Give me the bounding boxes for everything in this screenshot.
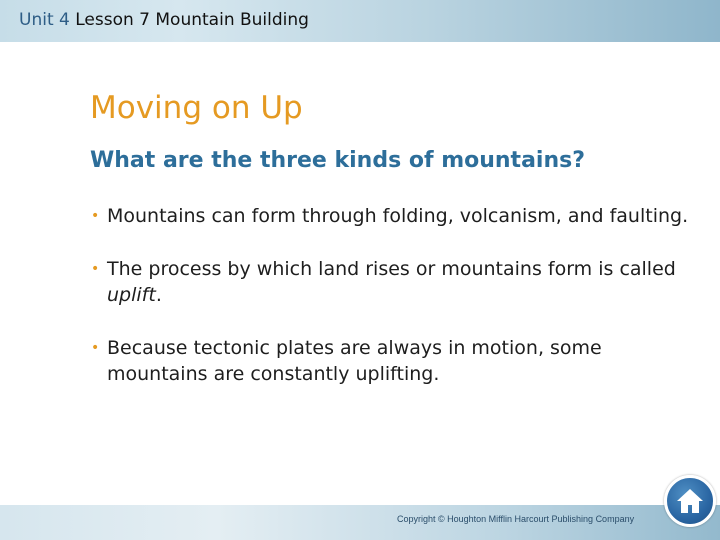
bullet-item <box>90 203 690 229</box>
lesson-label: Lesson 7 <box>75 10 150 30</box>
home-icon <box>675 486 705 516</box>
bullet-text: Because tectonic plates are always in motion, some mountains are constantly uplifting. <box>107 337 602 385</box>
bullet-list <box>90 203 690 414</box>
copyright-text: Copyright © Houghton Mifflin Harcourt Publishing Company <box>397 514 635 524</box>
slide-subtitle: What are the three kinds of mountains? <box>90 148 585 173</box>
home-button[interactable] <box>664 475 716 527</box>
unit-label: Unit 4 <box>19 10 70 30</box>
bullet-text: Mountains can form through folding, volcanism, and faulting. <box>107 205 689 227</box>
bullet-dot-icon: • <box>91 208 100 224</box>
bullet-dot-icon: • <box>91 340 100 356</box>
bullet-dot-icon: • <box>91 261 100 277</box>
bullet-item <box>90 335 690 387</box>
lesson-header <box>19 10 309 30</box>
bullet-item <box>90 256 690 308</box>
bullet-text: The process by which land rises or mountains form is called <box>107 258 676 280</box>
header-bar <box>0 0 720 42</box>
topic-label: Mountain Building <box>155 10 309 30</box>
slide-title: Moving on Up <box>90 90 303 126</box>
bullet-text-end: . <box>155 284 162 306</box>
bullet-emphasis: uplift <box>107 284 156 306</box>
